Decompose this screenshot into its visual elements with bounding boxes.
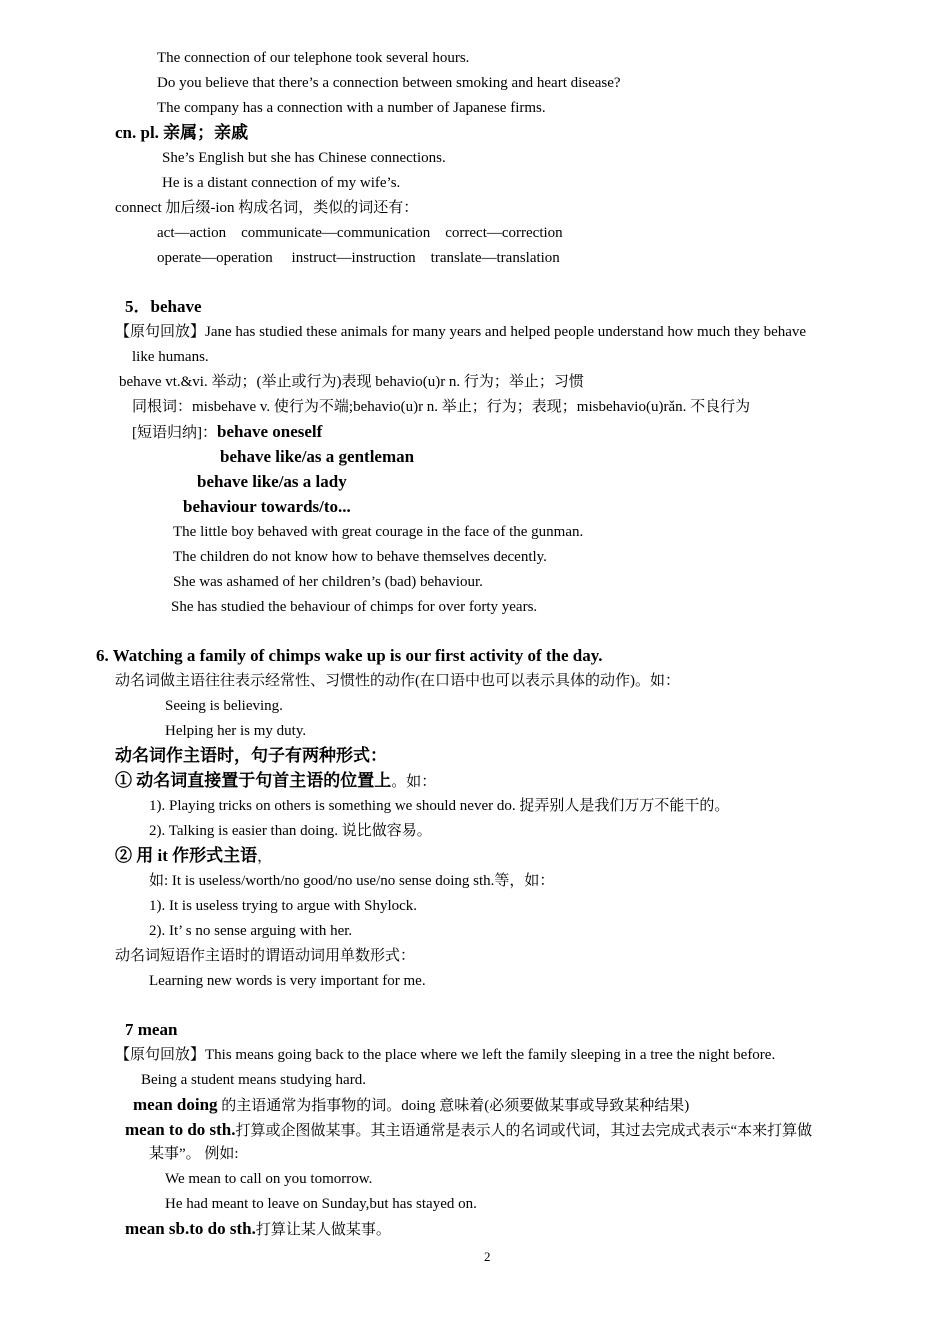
example-sentence: 2). Talking is easier than doing. 说比做容易。 [149,823,432,839]
rule-title: ② 用 it 作形式主语 [115,846,258,865]
usage-line [133,1095,689,1116]
phrase: behave like/as a gentleman [220,447,415,466]
definition-line: behave vt.&vi. 举动；(举止或行为)表现 behavio(u)r n. 行为；举止；习惯 [119,374,584,390]
sense-heading: cn. pl. 亲属；亲戚 [115,123,249,142]
section-heading-mean: 7 mean [125,1020,178,1039]
example-sentence: He is a distant connection of my wife’s. [162,175,401,191]
example-sentence: She has studied the behaviour of chimps for over forty years. [171,599,538,615]
example-sentence: She was ashamed of her children’s (bad) behaviour. [173,574,483,590]
usage-line [125,1219,391,1240]
example-sentence: The company has a connection with a number of Japanese firms. [157,100,546,116]
usage-note-cont: 某事”。 例如: [149,1146,239,1162]
example-sentence: The little boy behaved with great courage in the face of the gunman. [173,524,584,540]
usage-note: 打算或企图做某事。其主语通常是表示人的名词或代词，其过去完成式表示“本来打算做 [235,1123,813,1139]
example-sentence: The connection of our telephone took several hours. [157,50,470,66]
usage-note: 的主语通常为指事物的词。doing 意味着(必须要做某事或导致某种结果) [217,1098,690,1114]
rule-line [115,846,272,867]
usage-phrase: mean doing [133,1095,218,1114]
phrase-summary-line [132,422,322,443]
rule-title: ① 动名词直接置于句首主语的位置上 [115,771,392,790]
example-sentence: She’s English but she has Chinese connections. [162,150,446,166]
example-sentence: Seeing is believing. [165,698,283,714]
note-line: 如: It is useless/worth/no good/no use/no sense doing sth.等，如： [149,873,555,889]
word-pairs-line: operate—operation instruct—instruction translate—translation [157,250,560,266]
rule-line [115,771,436,792]
example-sentence: We mean to call on you tomorrow. [165,1171,373,1187]
example-sentence: 1). Playing tricks on others is something we should never do. 捉弄别人是我们万万不能干的。 [149,798,730,814]
section-heading-gerund: 6. Watching a family of chimps wake up is our first activity of the day. [96,646,603,665]
usage-phrase: mean to do sth. [125,1120,236,1139]
original-sentence: 【原句回放】This means going back to the place where we left the family sleeping in a tree the night before. [115,1047,776,1063]
original-sentence: 【原句回放】Jane has studied these animals for many years and helped people understand how much they behave [115,324,807,340]
example-sentence: Being a student means studying hard. [141,1072,366,1088]
example-sentence: 2). It’ s no sense arguing with her. [149,923,353,939]
example-sentence: 1). It is useless trying to argue with Shylock. [149,898,418,914]
phrase-summary-label: [短语归纳]： [132,425,217,441]
phrase: behaviour towards/to... [183,497,351,516]
rule-suffix: 。如： [391,774,437,790]
example-sentence: Do you believe that there’s a connection between smoking and heart disease? [157,75,621,91]
section-heading-behave: 5．behave [125,297,202,316]
example-sentence: Helping her is my duty. [165,723,307,739]
word-pairs-line: act—action communicate—communication correct—correction [157,225,563,241]
subheading: 动名词作主语时，句子有两种形式： [115,746,387,765]
note-line: 动名词做主语往往表示经常性、习惯性的动作(在口语中也可以表示具体的动作)。如： [115,673,680,689]
phrase: behave like/as a lady [197,472,347,491]
example-sentence: The children do not know how to behave themselves decently. [173,549,547,565]
page-number: 2 [484,1249,491,1264]
phrase: behave oneself [217,422,323,441]
usage-note: 打算让某人做某事。 [255,1222,391,1238]
note-line: connect 加后缀-ion 构成名词，类似的词还有： [115,200,419,216]
rule-suffix: ， [257,849,273,865]
usage-line [125,1120,812,1141]
usage-phrase: mean sb.to do sth. [125,1219,256,1238]
example-sentence: Learning new words is very important for me. [149,973,426,989]
note-line: 动名词短语作主语时的谓语动词用单数形式： [115,948,416,964]
cognates-line: 同根词：misbehave v. 使行为不端;behavio(u)r n. 举止；行为；表现；misbehavio(u)rǎn. 不良行为 [132,399,751,415]
original-sentence-cont: like humans. [132,349,209,365]
example-sentence: He had meant to leave on Sunday,but has stayed on. [165,1196,477,1212]
